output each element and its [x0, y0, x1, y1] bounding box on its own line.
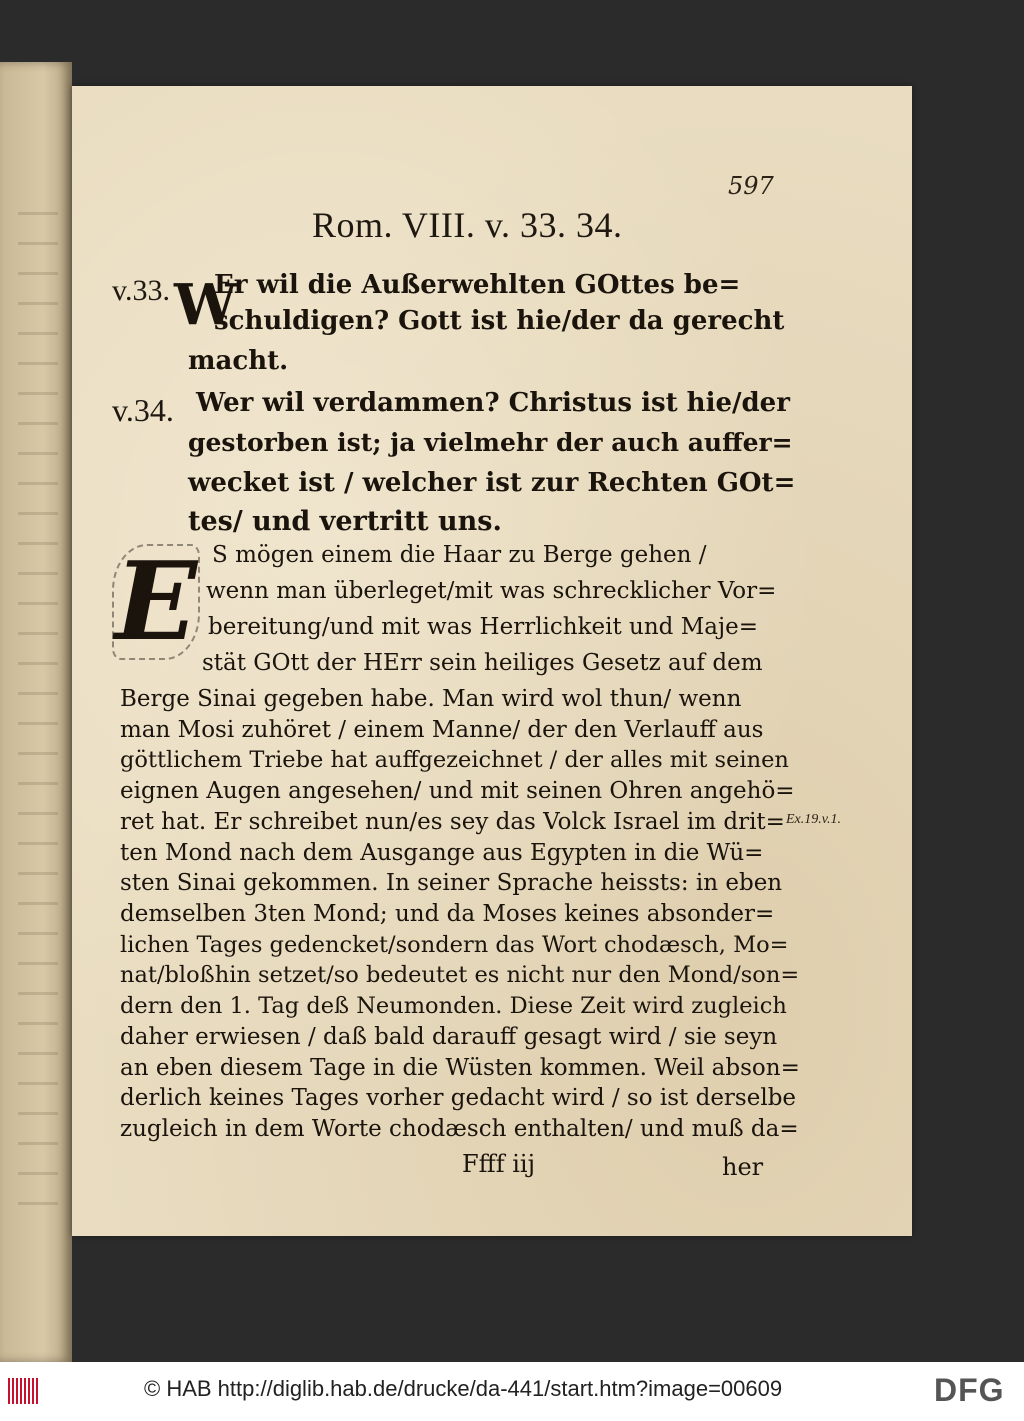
prose-line-16: daher erwiesen / daß bald darauff gesagt wird / sie seyn: [120, 1023, 778, 1050]
prose-line-14: nat/bloßhin setzet/so bedeutet es nicht nur den Mond/son=: [120, 962, 800, 989]
ornamental-initial-letter: E: [114, 539, 198, 665]
prose-line-19: zugleich in dem Worte chodæsch enthalten/ und muß da=: [120, 1116, 799, 1142]
page-number: 597: [728, 172, 774, 200]
prose-line-3: bereitung/und mit was Herrlichkeit und Maje=: [208, 614, 758, 640]
verse-34-line-2: gestorben ist; ja vielmehr der auch auffer=: [188, 428, 793, 457]
prose-line-5: Berge Sinai gegeben habe. Man wird wol thun/ wenn: [120, 686, 742, 712]
prose-line-18: derlich keines Tages vorher gedacht wird / so ist derselbe: [120, 1085, 797, 1112]
verse-drop-cap: W: [174, 272, 237, 338]
marginal-note: Ex.19.v.1.: [786, 812, 841, 827]
prose-line-17: an eben diesem Tage in die Wüsten kommen. Weil abson=: [120, 1054, 800, 1081]
prose-line-4: stät GOtt der HErr sein heiliges Gesetz auf dem: [202, 650, 763, 676]
verse-label-33: v.33.: [112, 274, 171, 307]
prose-line-13: lichen Tages gedencket/sondern das Wort chodæsch, Mo=: [120, 931, 789, 958]
verse-34-line-1: Wer wil verdammen? Christus ist hie/der: [196, 388, 790, 418]
prose-line-12: demselben 3ten Mond; und da Moses keines absonder=: [120, 901, 775, 927]
prose-line-11: sten Sinai gekommen. In seiner Sprache heissts: in eben: [120, 870, 783, 897]
verse-33-line-3: macht.: [188, 346, 289, 376]
verse-33-line-1: Er wil die Außerwehlten GOttes be=: [214, 270, 741, 300]
verse-34-line-3: wecket ist / welcher ist zur Rechten GOt=: [188, 468, 796, 498]
show-through-text: [18, 212, 58, 1212]
adjacent-page-edge: [0, 62, 72, 1362]
footer-bar: [0, 1362, 1024, 1421]
footer-copyright-link[interactable]: © HAB http://diglib.hab.de/drucke/da-441/start.htm?image=00609: [144, 1376, 783, 1401]
prose-line-15: dern den 1. Tag deß Neumonden. Diese Zeit wird zugleich: [120, 993, 787, 1020]
verse-33-line-2: schuldigen? Gott ist hie/der da gerecht: [214, 306, 785, 336]
prose-line-8: eignen Augen angesehen/ und mit seinen Ohren angehö=: [120, 778, 795, 805]
flourish-ornament: [112, 544, 200, 660]
prose-line-9: ret hat. Er schreibet nun/es sey das Volck Israel im drit=: [120, 808, 785, 835]
ornamental-initial: [112, 539, 200, 665]
dfg-logo: DFG: [934, 1372, 1005, 1408]
prose-line-7: göttlichem Triebe hat auffgezeichnet / der alles mit seinen: [120, 747, 789, 774]
chapter-heading: Rom. VIII. v. 33. 34.: [312, 205, 623, 245]
barcode-icon: [8, 1378, 38, 1404]
verse-label-34: v.34.: [112, 392, 174, 428]
signature-mark: Ffff iij: [462, 1150, 536, 1178]
catchword: her: [722, 1153, 764, 1181]
verse-34-line-4: tes/ und vertritt uns.: [188, 506, 502, 537]
prose-line-1: S mögen einem die Haar zu Berge gehen /: [212, 542, 707, 568]
prose-line-10: ten Mond nach dem Ausgange aus Egypten in die Wü=: [120, 839, 764, 866]
prose-line-6: man Mosi zuhöret / einem Manne/ der den Verlauff aus: [120, 716, 764, 743]
prose-line-2: wenn man überleget/mit was schrecklicher Vor=: [206, 578, 777, 604]
